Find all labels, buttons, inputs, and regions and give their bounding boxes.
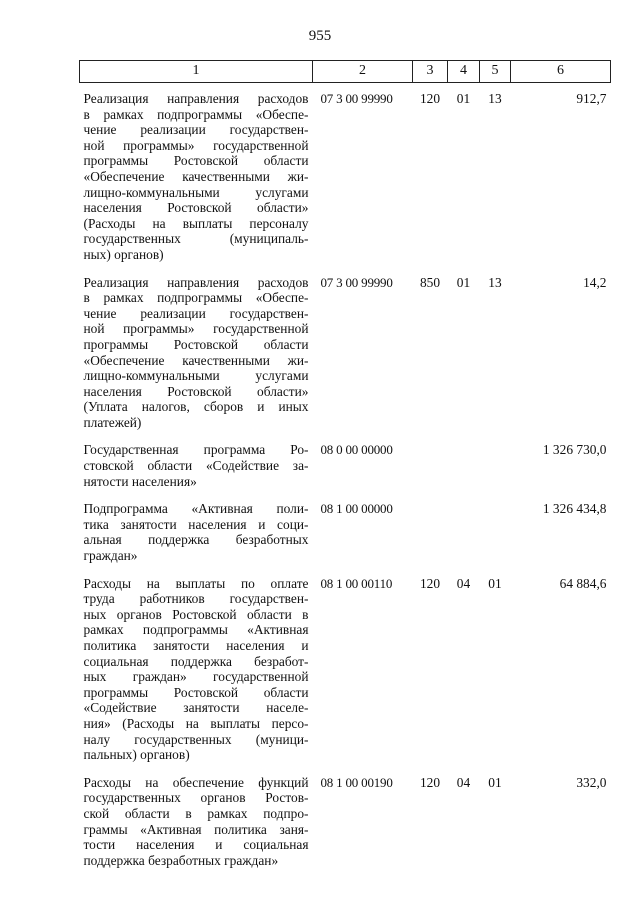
description-line: налу государственных (муници- [83,731,309,747]
description-line: социальная поддержка безработ- [83,653,309,669]
description-line: «Обеспечение качественными жи- [83,352,309,368]
description-line: Реализация направления расходов [83,91,309,106]
row-description [80,83,313,267]
description-line: альная поддержка безработных [83,532,309,548]
column-header: 2 [313,61,413,83]
description-line: Государственная программа Ро- [83,442,309,458]
table-row [80,493,611,567]
description-line: политика занятости населения и [83,638,309,653]
row-amount: 1 326 730,0 [542,442,607,458]
row-subsection: 01 [488,774,502,790]
description-line: Расходы на выплаты по оплате [83,575,309,591]
row-amount: 912,7 [576,91,607,106]
description-line: поддержка безработных граждан» [83,852,279,868]
row-description [80,434,313,493]
description-line: программы Ростовской области [83,684,309,700]
description-line: в рамках подпрограммы «Обеспе- [83,290,309,306]
description-line: «Содействие занятости населе- [83,700,309,716]
row-description [80,267,313,435]
description-line: программы Ростовской области [83,153,309,169]
description-line: ных органов Ростовской области в [83,606,309,622]
row-expense-type: 120 [419,91,441,106]
row-subsection: 13 [488,91,502,106]
column-header: 5 [480,61,511,83]
row-section: 01 [456,91,471,106]
table-header-row [80,61,611,83]
description-line: ния» (Расходы на выплаты персо- [83,715,309,731]
row-subsection [480,434,511,493]
row-target-code: 08 0 00 00000 [320,442,393,458]
row-amount: 332,0 [576,774,607,790]
row-description [80,493,313,567]
description-line: чение реализации государствен- [83,305,309,321]
row-description [80,767,313,873]
row-expense-type: 850 [419,274,441,290]
row-section [448,434,480,493]
table-row [80,83,611,267]
column-header: 1 [80,61,313,83]
table-body [80,83,611,873]
row-subsection: 13 [488,274,502,290]
description-line: граждан» [83,548,138,564]
row-amount: 14,2 [583,274,607,290]
row-expense-type: 120 [419,575,441,591]
row-section: 04 [456,575,471,591]
table-row [80,267,611,435]
description-line: ной программы» государственной [83,137,309,153]
description-line: Подпрограмма «Активная поли- [83,501,309,517]
row-amount: 1 326 434,8 [542,501,607,517]
description-line: программы Ростовской области [83,336,309,352]
budget-table [79,60,611,872]
description-line: тика занятости населения и соци- [83,516,309,532]
row-amount: 64 884,6 [559,575,607,591]
description-line: Расходы на обеспечение функций [83,774,309,790]
description-line: (Уплата налогов, сборов и иных [83,399,309,415]
description-line: в рамках подпрограммы «Обеспе- [83,106,309,122]
row-description [80,568,313,767]
row-subsection [480,493,511,567]
table-row [80,568,611,767]
row-section: 01 [456,274,471,290]
description-line: ной программы» государственной [83,321,309,337]
description-line: Реализация направления расходов [83,274,309,290]
row-target-code: 07 3 00 99990 [320,91,393,106]
row-target-code: 08 1 00 00190 [320,774,393,790]
row-target-code: 07 3 00 99990 [320,274,393,290]
row-section: 04 [456,774,471,790]
page-number: 955 [308,28,332,44]
description-line: нятости населения» [83,473,197,489]
description-line: (Расходы на выплаты персоналу [83,215,309,231]
row-expense-type [413,493,448,567]
description-line: лищно-коммунальными услугами [83,368,309,384]
column-header: 6 [511,61,611,83]
description-line: труда работников государствен- [83,591,309,607]
description-line: населения Ростовской области» [83,383,309,399]
description-line: тости населения и социальная [83,837,309,853]
description-line: ской области в рамках подпро- [83,805,309,821]
column-header: 3 [413,61,448,83]
row-expense-type: 120 [419,774,441,790]
row-subsection: 01 [488,575,502,591]
description-line: государственных (муниципаль- [83,231,309,247]
description-line: ных) органов) [83,246,164,262]
description-line: пальных) органов) [83,747,190,763]
description-line: рамках подпрограммы «Активная [83,622,309,638]
column-header: 4 [448,61,480,83]
row-target-code: 08 1 00 00110 [320,575,393,591]
description-line: платежей) [83,414,142,430]
description-line: ных граждан» государственной [83,669,309,685]
description-line: населения Ростовской области» [83,200,309,216]
description-line: граммы «Активная политика заня- [83,821,309,837]
description-line: лищно-коммунальными услугами [83,184,309,200]
table-row [80,434,611,493]
description-line: стовской области «Содействие за- [83,458,309,474]
row-expense-type [413,434,448,493]
table-row [80,767,611,873]
description-line: чение реализации государствен- [83,122,309,138]
description-line: государственных органов Ростов- [83,790,309,806]
row-section [448,493,480,567]
row-target-code: 08 1 00 00000 [320,501,393,517]
description-line: «Обеспечение качественными жи- [83,168,309,184]
